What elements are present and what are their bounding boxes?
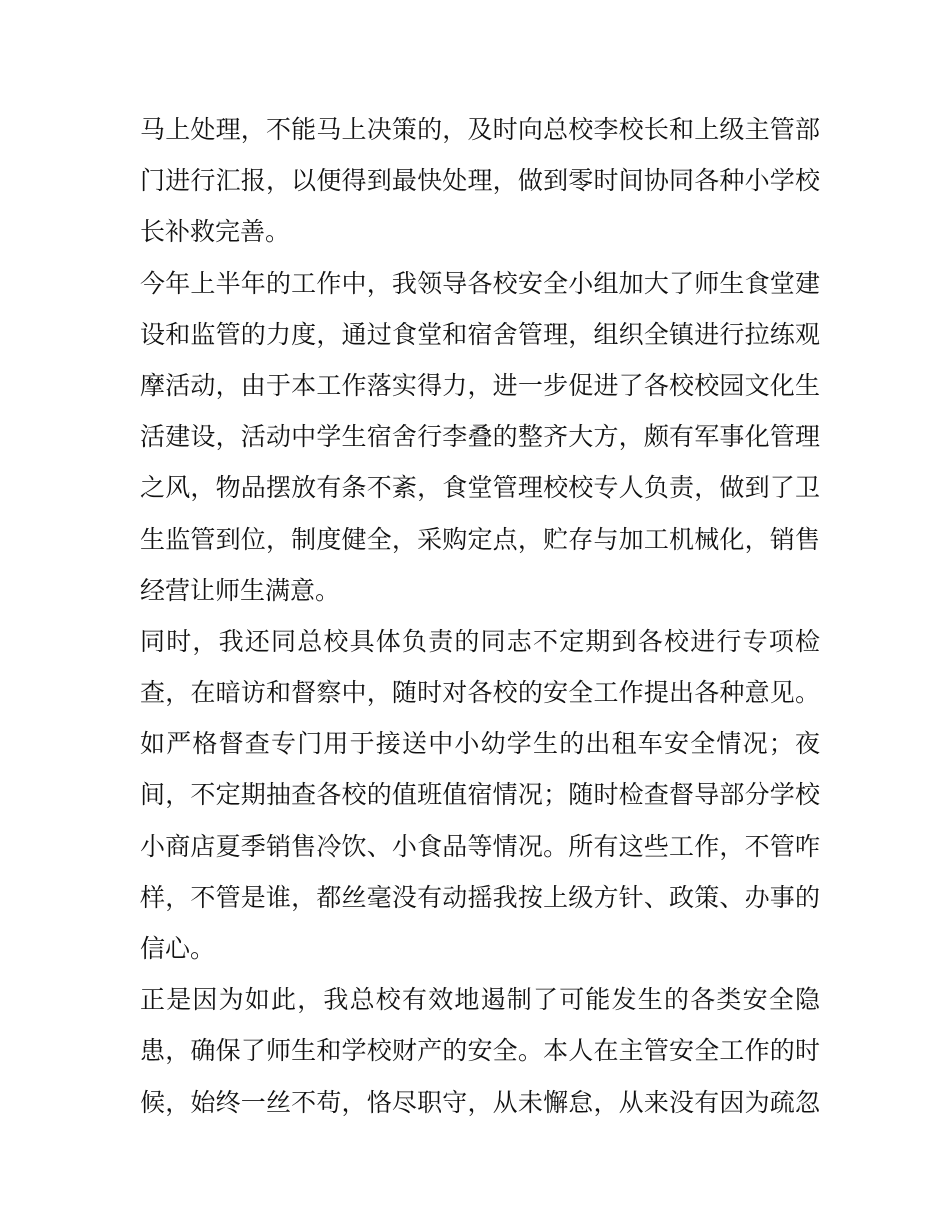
text-line: 经营让师生满意。 [140,575,341,605]
text-line: 间，不定期抽查各校的值班值宿情况；随时检查督导部分学校 [140,780,820,810]
text-line: 患，确保了师生和学校财产的安全。本人在主管安全工作的时 [140,1036,820,1066]
text-line: 生监管到位，制度健全，采购定点，贮存与加工机械化，销售 [140,524,820,554]
text-line: 样，不管是谁，都丝毫没有动摇我按上级方针、政策、办事的 [140,882,820,912]
text-line: 摩活动，由于本工作落实得力，进一步促进了各校校园文化生 [140,370,820,400]
text-line: 长补救完善。 [140,217,291,247]
text-line: 之风，物品摆放有条不紊，食堂管理校校专人负责，做到了卫 [140,473,820,503]
text-line: 如严格督查专门用于接送中小幼学生的出租车安全情况；夜 [140,729,820,759]
text-line: 查，在暗访和督察中，随时对各校的安全工作提出各种意见。 [140,678,820,708]
text-line: 马上处理，不能马上决策的，及时向总校李校长和上级主管部 [140,115,820,144]
text-line: 设和监管的力度，通过食堂和宿舍管理，组织全镇进行拉练观 [140,319,820,349]
text-line: 门进行汇报，以便得到最快处理，做到零时间协同各种小学校 [140,166,820,196]
text-line: 同时，我还同总校具体负责的同志不定期到各校进行专项检 [140,626,820,656]
text-line: 信心。 [140,934,216,963]
text-line: 活建设，活动中学生宿舍行李叠的整齐大方，颇有军事化管理 [140,422,820,452]
text-line: 小商店夏季销售冷饮、小食品等情况。所有这些工作，不管咋 [140,831,820,861]
document-body [140,104,820,1128]
text-line: 正是因为如此，我总校有效地遏制了可能发生的各类安全隐 [140,985,820,1015]
text-line: 今年上半年的工作中，我领导各校安全小组加大了师生食堂建 [140,268,820,298]
text-line: 候，始终一丝不苟，恪尽职守，从未懈怠，从来没有因为疏忽 [140,1087,820,1117]
